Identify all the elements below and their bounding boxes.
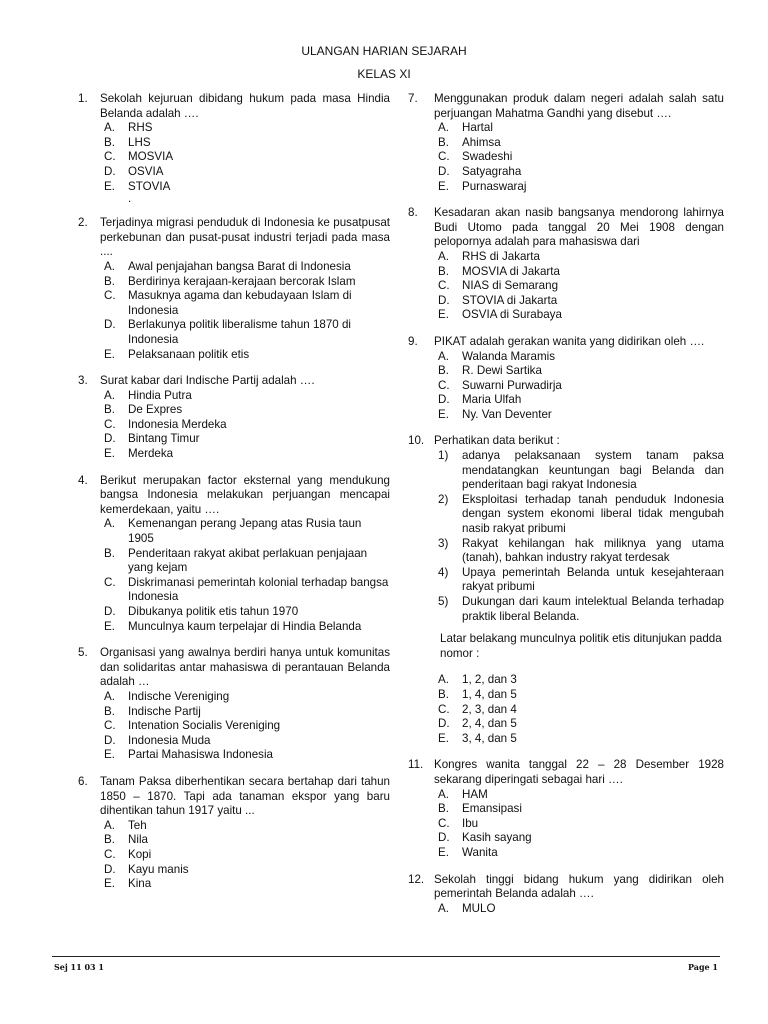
answer-option[interactable] [104, 833, 390, 848]
answer-option[interactable] [104, 690, 390, 705]
option-text: Kayu manis [128, 862, 189, 876]
answer-option[interactable] [104, 180, 390, 195]
statement-item [438, 449, 724, 493]
answer-option[interactable] [438, 121, 724, 136]
answer-option[interactable] [438, 136, 724, 151]
option-text: Munculnya kaum terpelajar di Hindia Belanda [128, 619, 362, 633]
option-letter: C. [104, 289, 116, 303]
option-text: Bintang Timur [128, 432, 200, 446]
answer-option[interactable] [104, 748, 390, 763]
option-text: Kemenangan perang Jepang atas Rusia taun 1905 [128, 517, 362, 546]
answer-option[interactable] [104, 318, 390, 347]
footer-code: Sej 11 03 1 [54, 962, 104, 972]
option-text: Maria Ulfah [462, 393, 522, 407]
answer-option[interactable] [104, 275, 390, 290]
option-letter: B. [438, 687, 449, 701]
option-text: Berdirinya kerajaan-kerajaan bercorak Islam [128, 274, 356, 288]
option-text: Kasih sayang [462, 831, 532, 845]
option-text: HAM [462, 787, 488, 801]
answer-option[interactable] [104, 877, 390, 892]
question-text: Sekolah tinggi bidang hukum yang didirikan oleh pemerintah Belanda adalah …. [434, 872, 724, 901]
option-text: Purnaswaraj [462, 179, 527, 193]
answer-option[interactable] [104, 121, 390, 136]
question-text: Surat kabar dari Indische Partij adalah …. [100, 374, 315, 388]
question [408, 206, 724, 323]
option-letter: E. [438, 845, 449, 859]
answer-option[interactable] [104, 576, 390, 605]
answer-option[interactable] [438, 393, 724, 408]
statement-text: adanya pelaksanaan system tanam paksa mendatangkan keuntungan bagi Belanda dan penderitaan bagi rakyat Indonesia [462, 449, 724, 492]
option-text: Kopi [128, 847, 152, 861]
option-letter: D. [104, 432, 116, 446]
option-text: Emansipasi [462, 802, 522, 816]
option-letter: B. [438, 264, 449, 278]
option-text: Penderitaan rakyat akibat perlakuan penjajaan yang kejam [128, 546, 368, 575]
option-letter: D. [438, 831, 450, 845]
statement-text: Eksploitasi terhadap tanah penduduk Indonesia dengan system ekonomi liberal tidak mengubah nasib rakyat pribumi [462, 492, 724, 536]
option-letter: D. [104, 605, 116, 618]
question [408, 873, 724, 917]
answer-option[interactable] [438, 408, 724, 423]
answer-option[interactable] [438, 902, 724, 917]
statement-number: 1) [438, 449, 449, 463]
answer-option[interactable] [438, 717, 724, 732]
option-text: Diskrimanasi pemerintah kolonial terhadap bangsa Indonesia [128, 575, 389, 604]
answer-option[interactable] [104, 848, 390, 863]
option-letter: E. [438, 407, 449, 421]
option-letter: A. [104, 259, 115, 273]
statement-text: Rakyat kehilangan hak miliknya yang utama (tanah), bahkan industry rakyat terdesak [462, 536, 724, 565]
option-text: Walanda Maramis [462, 349, 555, 363]
question [408, 758, 724, 860]
answer-option[interactable] [104, 403, 390, 418]
question-text: Berikut merupakan factor eksternal yang mendukung bangsa Indonesia melakukan perjuangan mencapai kemerdekaan, yaitu …. [100, 473, 390, 516]
question [74, 92, 390, 204]
question-number: 9. [408, 334, 418, 348]
option-text: OSVIA [128, 164, 164, 178]
statement-number: 2) [438, 492, 449, 506]
option-text: Partai Mahasiswa Indonesia [128, 748, 274, 762]
option-letter: A. [104, 818, 115, 832]
option-letter: D. [104, 733, 116, 747]
answer-option[interactable] [104, 418, 390, 433]
option-text: Hindia Putra [128, 388, 192, 402]
answer-option[interactable] [104, 719, 390, 734]
option-text: Kina [128, 877, 152, 891]
option-letter: D. [104, 164, 116, 178]
option-letter: C. [438, 378, 450, 392]
answer-option[interactable] [438, 846, 724, 861]
answer-option[interactable] [438, 165, 724, 180]
option-text: 1, 4, dan 5 [462, 687, 517, 701]
answer-option[interactable] [438, 265, 724, 280]
option-letter: E. [104, 179, 115, 193]
option-letter: C. [104, 150, 116, 164]
question [408, 335, 724, 423]
option-letter: C. [438, 150, 450, 164]
answer-option[interactable] [438, 279, 724, 294]
question-number: 5. [78, 646, 88, 660]
statement-item [438, 493, 724, 537]
question [74, 775, 390, 892]
option-letter: B. [438, 135, 449, 149]
answer-option[interactable] [438, 308, 724, 323]
option-text: 2, 3, dan 4 [462, 702, 517, 716]
option-letter: B. [104, 833, 115, 847]
option-letter: C. [104, 847, 116, 861]
answer-option[interactable] [438, 294, 724, 309]
option-letter: D. [104, 318, 116, 332]
question-text: Tanam Paksa diberhentikan secara bertahap dari tahun 1850 – 1870. Tapi ada tanaman ekspor yang baru dihentikan tahun 1917 yaitu ... [100, 774, 390, 818]
answer-option[interactable] [104, 260, 390, 275]
option-letter: C. [438, 702, 450, 716]
answer-option[interactable] [438, 802, 724, 817]
answer-option[interactable] [438, 703, 724, 718]
option-letter: E. [104, 748, 115, 762]
option-text: Pelaksanaan politik etis [128, 347, 250, 361]
answer-option[interactable] [104, 547, 390, 576]
answer-option[interactable] [438, 150, 724, 165]
answer-option[interactable] [104, 165, 390, 180]
answer-option[interactable] [104, 517, 390, 546]
answer-option[interactable] [104, 136, 390, 151]
answer-option[interactable] [104, 620, 390, 635]
option-text: Satyagraha [462, 164, 522, 178]
option-letter: C. [104, 575, 116, 589]
option-letter: D. [438, 164, 450, 178]
question-number: 10. [408, 434, 425, 448]
question [408, 92, 724, 194]
option-letter: C. [104, 719, 116, 733]
question-text: Kesadaran akan nasib bangsanya mendorong lahirnya Budi Utomo pada tanggal 20 Mei 1908 dengan pelopornya adalah para mahasiswa dari [434, 206, 724, 249]
option-text: MOSVIA [128, 150, 174, 164]
option-text: Dibukanya politik etis tahun 1970 [128, 605, 299, 618]
option-text: Teh [128, 818, 147, 832]
question-text: Perhatikan data berikut : [434, 434, 560, 448]
answer-option[interactable] [104, 289, 390, 318]
answer-option[interactable] [438, 673, 724, 688]
statement-item [438, 595, 724, 624]
answer-option[interactable] [104, 348, 390, 363]
option-letter: A. [438, 349, 449, 363]
option-text: Hartal [462, 121, 493, 135]
option-letter: A. [438, 901, 449, 915]
question-number: 6. [78, 774, 88, 788]
statement-text: Dukungan dari kaum intelektual Belanda terhadap praktik liberal Belanda. [462, 595, 724, 623]
option-text: RHS di Jakarta [462, 249, 540, 263]
option-text: Indonesia Merdeka [128, 417, 227, 431]
answer-option[interactable] [438, 788, 724, 803]
answer-option[interactable] [438, 817, 724, 832]
option-text: 1, 2, dan 3 [462, 673, 517, 687]
option-text: 2, 4, dan 5 [462, 717, 517, 731]
question-number: 11. [408, 758, 424, 772]
option-letter: B. [104, 704, 115, 718]
answer-option[interactable] [438, 732, 724, 747]
option-text: Indonesia Muda [128, 733, 211, 747]
option-text: MOSVIA di Jakarta [462, 264, 560, 278]
answer-option[interactable] [438, 364, 724, 379]
option-text: Berlakunya politik liberalisme tahun 1870 di Indonesia [128, 318, 351, 346]
question-number: 12. [408, 872, 425, 886]
option-text: MULO [462, 901, 496, 915]
statement-text: Upaya pemerintah Belanda untuk kesejahteraan rakyat pribumi [462, 565, 724, 594]
question-text: Menggunakan produk dalam negeri adalah salah satu perjuangan Mahatma Gandhi yang disebut …. [434, 92, 724, 120]
option-letter: D. [438, 293, 450, 307]
question-number: 4. [78, 473, 88, 487]
option-text: LHS [128, 135, 151, 149]
question-number: 2. [78, 216, 88, 230]
question-number: 8. [408, 206, 418, 220]
footer-page-number: Page 1 [687, 962, 718, 972]
question-text: Terjadinya migrasi penduduk di Indonesia ke pusatpusat perkebunan dan pusat-pusat industri terjadi pada masa .... [100, 216, 390, 259]
option-text: STOVIA di Jakarta [462, 293, 558, 307]
option-text: De Expres [128, 403, 183, 417]
option-text: 3, 4, dan 5 [462, 731, 517, 745]
option-text: Indische Partij [128, 704, 201, 718]
option-letter: B. [104, 274, 115, 288]
trailing-mark: . [128, 192, 132, 206]
option-text: Ahimsa [462, 135, 501, 149]
page-title: ULANGAN HARIAN SEJARAH [301, 44, 467, 58]
left-column [74, 92, 390, 904]
question-text: Organisasi yang awalnya berdiri hanya untuk komunitas dan solidaritas antar mahasiswa di perantauan Belanda adalah … [100, 646, 390, 689]
option-letter: E. [104, 619, 115, 633]
option-letter: B. [438, 364, 449, 378]
option-letter: E. [104, 447, 115, 461]
option-letter: D. [104, 862, 116, 876]
option-text: STOVIA [128, 179, 171, 193]
answer-option[interactable] [104, 863, 390, 878]
answer-option[interactable] [438, 250, 724, 265]
answer-option[interactable] [104, 819, 390, 834]
option-letter: B. [104, 135, 115, 149]
answer-option[interactable] [104, 150, 390, 165]
answer-option[interactable] [104, 447, 390, 462]
answer-option[interactable] [438, 350, 724, 365]
statement-number: 5) [438, 595, 449, 608]
question-number: 3. [78, 374, 88, 388]
option-text: Ny. Van Deventer [462, 407, 552, 421]
option-text: Merdeka [128, 447, 174, 461]
question [74, 374, 390, 462]
question-prompt: Latar belakang munculnya politik etis ditunjukan padda nomor : [440, 632, 722, 660]
option-text: Swadeshi [462, 150, 513, 164]
footer-divider [52, 956, 720, 957]
option-letter: C. [438, 816, 450, 830]
option-text: Masuknya agama dan kebudayaan Islam di Indonesia [128, 289, 352, 317]
question-number: 7. [408, 92, 418, 105]
option-text: Wanita [462, 845, 498, 859]
option-letter: C. [438, 279, 450, 293]
option-letter: D. [438, 393, 450, 407]
option-text: OSVIA di Surabaya [462, 308, 562, 322]
option-text: RHS [128, 121, 153, 135]
option-letter: A. [438, 249, 449, 263]
option-letter: E. [438, 731, 449, 745]
option-text: NIAS di Semarang [462, 279, 559, 293]
option-letter: B. [104, 403, 115, 417]
option-letter: C. [104, 417, 116, 431]
option-letter: E. [104, 877, 115, 891]
option-letter: E. [104, 347, 115, 361]
answer-option[interactable] [104, 389, 390, 404]
option-letter: A. [104, 517, 115, 531]
statement-number: 4) [438, 565, 449, 579]
answer-option[interactable] [104, 734, 390, 749]
answer-option[interactable] [438, 379, 724, 394]
question-text: Kongres wanita tanggal 22 – 28 Desember 1928 sekarang diperingati sebagai hari …. [434, 758, 724, 786]
option-letter: B. [438, 802, 449, 816]
statement-item [438, 566, 724, 595]
option-letter: D. [438, 717, 450, 731]
question [408, 434, 724, 746]
option-text: Indische Vereniging [128, 689, 230, 703]
question-text: Sekolah kejuruan dibidang hukum pada masa Hindia Belanda adalah …. [100, 92, 390, 120]
question [74, 216, 390, 362]
question-text: PIKAT adalah gerakan wanita yang didirikan oleh …. [434, 334, 705, 348]
answer-option[interactable] [438, 831, 724, 846]
option-letter: A. [104, 121, 115, 135]
option-text: Intenation Socialis Vereniging [128, 719, 281, 733]
answer-option[interactable] [104, 605, 390, 620]
answer-option[interactable] [438, 180, 724, 195]
option-text: R. Dewi Sartika [462, 364, 542, 378]
option-text: Nila [128, 833, 148, 847]
page-subtitle: KELAS XI [357, 67, 411, 81]
question [74, 646, 390, 763]
option-letter: A. [438, 121, 449, 135]
option-letter: A. [438, 673, 449, 687]
statement-item [438, 537, 724, 566]
answer-option[interactable] [104, 432, 390, 447]
statement-number: 3) [438, 536, 449, 550]
option-text: Ibu [462, 816, 479, 830]
option-letter: B. [104, 546, 115, 560]
option-letter: A. [104, 388, 115, 402]
question-number: 1. [78, 92, 88, 105]
option-text: Awal penjajahan bangsa Barat di Indonesia [128, 259, 351, 273]
option-text: Suwarni Purwadirja [462, 378, 562, 392]
option-letter: A. [104, 689, 115, 703]
option-letter: A. [438, 787, 449, 801]
answer-option[interactable] [438, 688, 724, 703]
option-letter: E. [438, 308, 449, 322]
right-column [408, 92, 724, 928]
answer-option[interactable] [104, 705, 390, 720]
option-letter: E. [438, 179, 449, 193]
question [74, 474, 390, 635]
